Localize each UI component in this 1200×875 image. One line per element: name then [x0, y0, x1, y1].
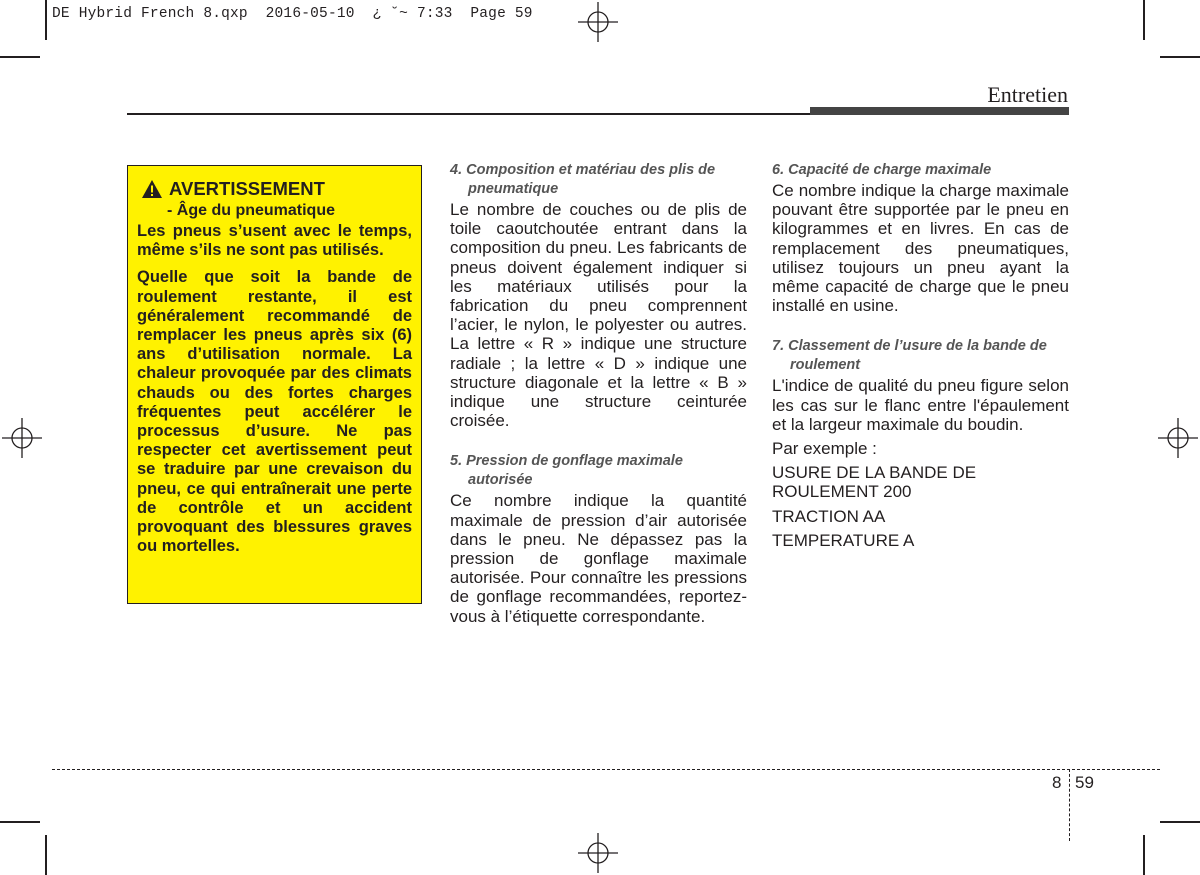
- section-title: Entretien: [987, 82, 1068, 107]
- middle-column: [450, 161, 747, 631]
- crop-mark: [1160, 821, 1200, 823]
- section-text: Ce nombre indique la charge maximale pouvant être supportée par le pneu en kilogrammes et en livres. En cas de remplacement des pneumatiques, utilisez toujours un pneu ayant la même capacité de charge que le pneu installé en usine.: [772, 181, 1069, 316]
- section-text: Ce nombre indique la quantité maximale de pression d’air autorisée dans le pneu. Ne dépassez pas la pression de gonflage maximale autorisée. Pour connaître les pressions de gonflage recommandées, reportez-vous à l’étiquette correspondante.: [450, 491, 747, 626]
- crop-mark: [45, 0, 47, 40]
- footer-divider: [1069, 769, 1070, 841]
- registration-mark-icon: [578, 2, 618, 42]
- section-text: Le nombre de couches ou de plis de toile caoutchoutée entrant dans la composition du pneu. Les fabricants de pneus doivent également indiquer si les matériaux utilisés pour la fabrication du pneu comprennent l’acier, le nylon, le polyester ou autres. La lettre « R » indique une structure radiale ; la lettre « D » indique une structure diagonale et la lettre « B » indique une structure ceinturée croisée.: [450, 200, 747, 431]
- warning-paragraph: Les pneus s’usent avec le temps, même s’ils ne sont pas utilisés.: [137, 222, 412, 260]
- warning-paragraph: Quelle que soit la bande de roulement restante, il est généralement recommandé de remplacer les pneus après six (6) ans d’utilisation normale. La chaleur provoquée par des climats chauds ou des fortes charges fréquentes peut accélérer le processus d’usure. Ne pas respecter cet avertissement peut se traduire par une crevaison du pneu, ce qui entraînerait une perte de contrôle et un accident provoquant des blessures graves ou mortelles.: [137, 268, 412, 556]
- right-column: [772, 161, 1069, 555]
- warning-subtitle: - Âge du pneumatique: [167, 202, 335, 219]
- example-intro: Par exemple :: [772, 439, 877, 459]
- warning-box: [127, 165, 422, 604]
- crop-mark: [1143, 835, 1145, 875]
- section-heading: 6. Capacité de charge maximale: [772, 162, 992, 178]
- header-rule-accent: [810, 107, 1069, 115]
- header-rule: [127, 113, 810, 115]
- crop-mark: [1143, 0, 1145, 40]
- crop-mark: [0, 56, 40, 58]
- crop-mark: [1160, 56, 1200, 58]
- section-heading: 5. Pression de gonflage maximale autorisée: [450, 453, 683, 489]
- warning-triangle-icon: [141, 179, 163, 199]
- example-line: TRACTION AA: [772, 506, 886, 526]
- warning-title: AVERTISSEMENT: [169, 178, 325, 199]
- crop-mark: [0, 821, 40, 823]
- example-line: USURE DE LA BANDE DE ROULEMENT 200: [772, 463, 977, 502]
- registration-mark-icon: [1158, 418, 1198, 458]
- section-heading: 4. Composition et matériau des plis de pneumatique: [450, 162, 716, 197]
- registration-mark-icon: [578, 833, 618, 873]
- page-number: 59: [1075, 773, 1094, 792]
- section-text: L'indice de qualité du pneu figure selon les cas sur le flanc entre l'épaulement et la largeur maximale du boudin.: [772, 376, 1069, 434]
- print-slug: DE Hybrid French 8.qxp 2016-05-10 ¿ ˘~ 7:33 Page 59: [52, 6, 533, 22]
- crop-mark: [45, 835, 47, 875]
- registration-mark-icon: [2, 418, 42, 458]
- example-line: TEMPERATURE A: [772, 530, 915, 550]
- footer-rule: [52, 769, 1160, 770]
- warning-header: [141, 178, 412, 200]
- chapter-number: 8: [1052, 773, 1062, 792]
- section-heading: 7. Classement de l’usure de la bande de roulement: [772, 338, 1047, 374]
